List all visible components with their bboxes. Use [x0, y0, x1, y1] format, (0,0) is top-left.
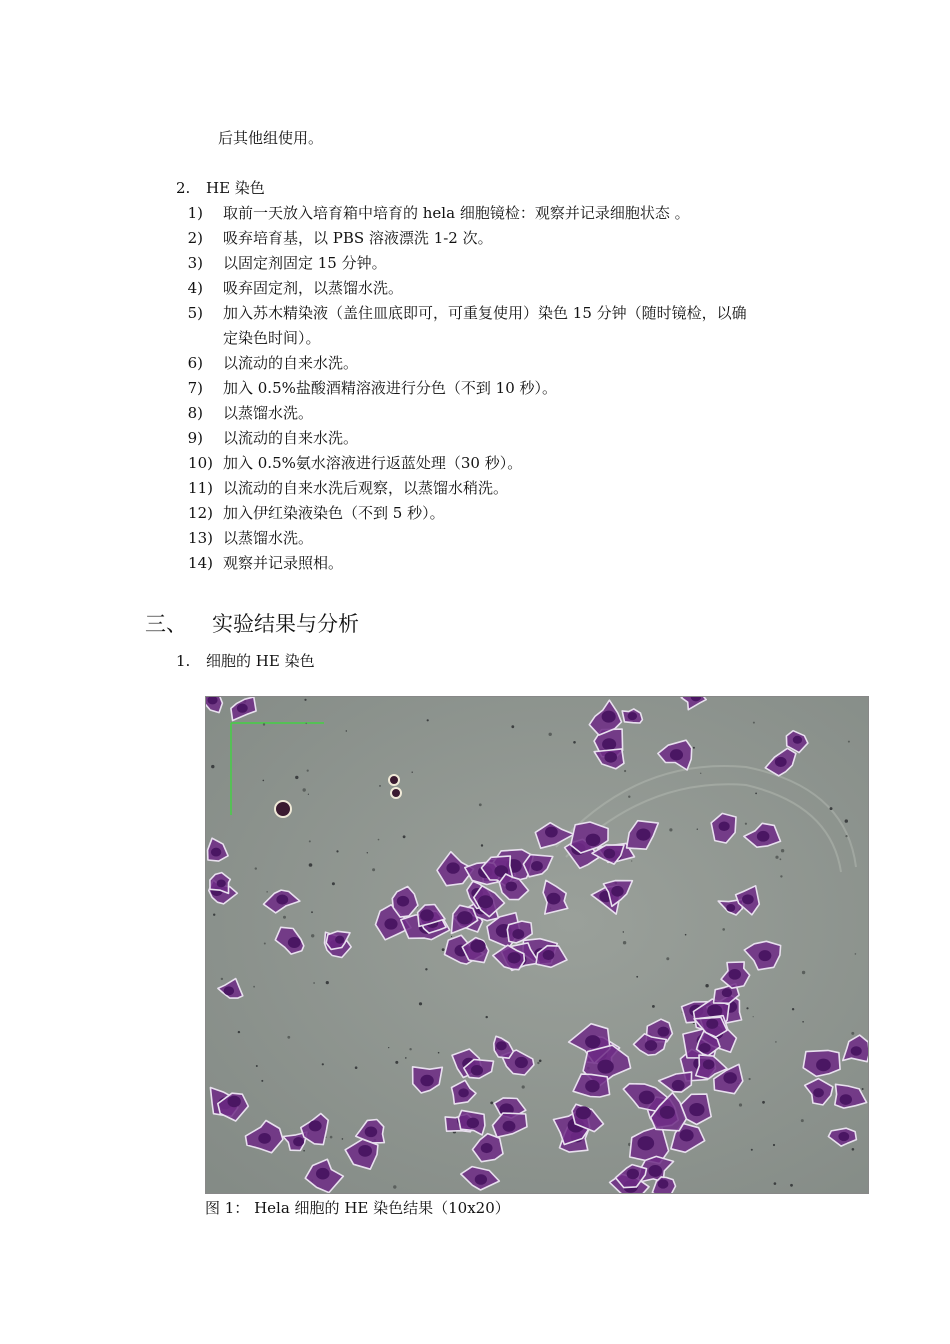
debris-dot	[697, 829, 698, 830]
cell-nucleus	[217, 880, 226, 888]
debris-dot	[773, 1144, 775, 1146]
section-3-title: 实验结果与分析	[212, 612, 359, 636]
step-text: 加入 0.5%氨水溶液进行返蓝处理（30 秒）。	[223, 454, 523, 472]
debris-dot	[211, 765, 214, 768]
cell-nucleus	[723, 1072, 737, 1084]
cell-nucleus	[478, 895, 493, 908]
debris-dot	[425, 968, 427, 970]
debris-dot	[221, 978, 223, 980]
debris-dot	[267, 891, 268, 892]
cell-nucleus	[446, 862, 459, 873]
debris-dot	[753, 1016, 754, 1017]
debris-dot	[537, 1062, 539, 1064]
cell-nucleus	[586, 834, 601, 847]
debris-dot	[403, 835, 406, 838]
step-number: 12)	[188, 504, 213, 522]
section-2-number: 2.	[176, 179, 191, 197]
cell-nucleus	[672, 1080, 685, 1091]
step-text-continuation: 定染色时间）。	[223, 329, 321, 347]
debris-dot	[309, 840, 311, 842]
debris-dot	[332, 882, 335, 885]
cell-nucleus	[470, 940, 485, 953]
step-text: 以蒸馏水洗。	[223, 404, 314, 422]
cell-nucleus	[627, 1169, 639, 1180]
step-text: 以蒸馏水洗。	[223, 529, 314, 547]
debris-dot	[755, 793, 757, 795]
debris-dot	[780, 858, 782, 860]
debris-dot	[367, 852, 368, 853]
debris-dot	[745, 823, 747, 825]
cell-nucleus	[742, 894, 754, 904]
step-text: 以流动的自来水洗后观察，以蒸馏水稍洗。	[223, 479, 509, 497]
cell-nucleus	[531, 861, 543, 871]
cell-nucleus	[224, 986, 235, 995]
step-number: 1)	[187, 204, 203, 222]
debris-dot	[255, 867, 257, 869]
cell-nucleus	[660, 1106, 675, 1119]
debris-dot	[451, 936, 452, 937]
cell-nucleus	[358, 1145, 372, 1157]
cell-nucleus	[420, 909, 434, 921]
debris-dot	[238, 1031, 240, 1033]
step-number: 9)	[187, 429, 203, 447]
step-text: 以流动的自来水洗。	[223, 429, 359, 447]
debris-dot	[753, 722, 755, 724]
cell-nucleus	[227, 1096, 240, 1107]
debris-dot	[801, 1119, 804, 1122]
cell-nucleus	[851, 1046, 862, 1055]
cell-nucleus	[288, 937, 301, 948]
cell-nucleus	[506, 881, 517, 891]
cell-nucleus	[576, 1106, 591, 1119]
cell-nucleus	[729, 969, 741, 980]
top-line: 后其他组使用。	[218, 129, 324, 147]
cell-nucleus	[722, 988, 732, 997]
step-text: 以流动的自来水洗。	[223, 354, 359, 372]
debris-dot	[522, 1085, 525, 1088]
debris-dot	[283, 916, 286, 919]
debris-dot	[264, 943, 266, 945]
debris-dot	[792, 1008, 794, 1010]
debris-dot	[263, 780, 265, 782]
debris-dot	[623, 931, 624, 932]
debris-dot	[378, 839, 380, 841]
debris-dot	[307, 770, 309, 772]
step-text: 吸弃固定剂，以蒸馏水洗。	[223, 279, 404, 297]
debris-dot	[652, 1005, 655, 1008]
cell-nucleus	[670, 749, 683, 760]
debris-dot	[780, 875, 782, 877]
step-number: 3)	[187, 254, 203, 272]
cell-nucleus	[648, 1165, 662, 1177]
cell-nucleus	[365, 1126, 378, 1137]
debris-dot	[256, 1065, 258, 1067]
cell-nucleus	[658, 1027, 670, 1037]
debris-dot	[372, 868, 375, 871]
rounded-cell	[275, 801, 291, 817]
debris-dot	[852, 1148, 855, 1151]
figure-caption: 图 1： Hela 细胞的 HE 染色结果（10x20）	[205, 1199, 510, 1217]
cell-nucleus	[838, 1132, 849, 1141]
cell-nucleus	[496, 1041, 507, 1050]
cell-nucleus	[775, 757, 787, 767]
cell-nucleus	[276, 895, 288, 905]
debris-dot	[855, 953, 857, 955]
debris-dot	[685, 934, 687, 936]
debris-dot	[486, 1016, 488, 1018]
step-number: 14)	[188, 554, 213, 572]
debris-dot	[427, 719, 429, 721]
debris-dot	[311, 911, 313, 913]
debris-dot	[739, 1103, 742, 1106]
step-text: 取前一天放入培育箱中培育的 hela 细胞镜检：观察并记录细胞状态 。	[223, 204, 690, 222]
debris-dot	[322, 1063, 324, 1065]
debris-dot	[722, 928, 725, 931]
step-number: 13)	[188, 529, 213, 547]
cell-nucleus	[309, 1120, 322, 1131]
step-text: 加入伊红染液染色（不到 5 秒）。	[223, 504, 445, 522]
cell-nucleus	[211, 848, 221, 857]
debris-dot	[751, 1149, 753, 1151]
cell-nucleus	[481, 1143, 493, 1153]
debris-dot	[438, 1052, 440, 1054]
step-number: 2)	[187, 229, 203, 247]
cell-nucleus	[512, 929, 524, 939]
debris-dot	[749, 1078, 751, 1080]
debris-dot	[802, 971, 805, 974]
debris-dot	[303, 1150, 305, 1152]
step-number: 8)	[187, 404, 203, 422]
debris-dot	[287, 1036, 290, 1039]
debris-dot	[851, 1032, 854, 1035]
debris-dot	[303, 788, 306, 791]
debris-dot	[395, 1061, 398, 1064]
debris-dot	[628, 796, 630, 798]
debris-dot	[388, 1047, 389, 1048]
debris-dot	[573, 741, 576, 744]
debris-dot	[774, 1182, 777, 1185]
hela-cell-micrograph	[206, 697, 869, 1194]
cell-nucleus	[602, 738, 616, 750]
debris-dot	[631, 860, 632, 861]
cell-nucleus	[628, 712, 637, 720]
debris-dot	[781, 849, 784, 852]
cell-nucleus	[335, 936, 344, 944]
debris-dot	[326, 981, 329, 984]
cell-nucleus	[706, 1019, 718, 1029]
debris-dot	[306, 723, 307, 724]
cell-nucleus	[679, 1129, 693, 1141]
debris-dot	[705, 984, 708, 987]
rounded-cell	[389, 775, 399, 785]
debris-dot	[346, 730, 347, 731]
cell-nucleus	[258, 1133, 271, 1144]
cell-nucleus	[604, 752, 617, 763]
cell-nucleus	[384, 918, 397, 929]
debris-dot	[669, 828, 672, 831]
cell-nucleus	[467, 1118, 479, 1129]
cell-nucleus	[689, 1103, 704, 1116]
cell-nucleus	[719, 822, 730, 831]
step-number: 4)	[187, 279, 203, 297]
cell-nucleus	[840, 1094, 852, 1105]
debris-dot	[419, 1002, 422, 1005]
cell-nucleus	[547, 893, 561, 905]
debris-dot	[693, 747, 695, 749]
debris-dot	[802, 1021, 804, 1023]
debris-dot	[623, 941, 626, 944]
cell-nucleus	[658, 1179, 669, 1188]
subsection-title: 细胞的 HE 染色	[206, 652, 315, 670]
step-number: 11)	[188, 479, 213, 497]
rounded-cell	[391, 788, 401, 798]
debris-dot	[409, 1048, 411, 1050]
debris-dot	[311, 934, 314, 937]
debris-dot	[379, 785, 381, 787]
debris-dot	[213, 914, 215, 916]
cell-nucleus	[757, 831, 770, 842]
debris-dot	[775, 1041, 777, 1043]
cell-nucleus	[585, 1080, 599, 1092]
cell-nucleus	[237, 704, 248, 713]
cell-nucleus	[293, 1137, 304, 1146]
debris-dot	[746, 1007, 748, 1009]
debris-dot	[775, 856, 778, 859]
section-2-title: HE 染色	[206, 179, 265, 197]
cell-nucleus	[637, 1136, 654, 1150]
step-text: 加入 0.5%盐酸酒精溶液进行分色（不到 10 秒）。	[223, 379, 558, 397]
debris-dot	[762, 1101, 765, 1104]
cell-nucleus	[316, 1168, 330, 1180]
cell-nucleus	[813, 1088, 824, 1097]
debris-dot	[790, 1184, 793, 1187]
debris-dot	[666, 957, 669, 960]
cell-nucleus	[703, 1060, 715, 1070]
debris-dot	[830, 807, 833, 810]
step-number: 7)	[187, 379, 203, 397]
debris-dot	[393, 1185, 396, 1188]
cell-nucleus	[420, 1075, 433, 1087]
debris-dot	[862, 1088, 864, 1090]
debris-dot	[342, 1138, 344, 1140]
debris-dot	[308, 794, 309, 795]
debris-dot	[405, 1057, 407, 1059]
debris-dot	[479, 803, 482, 806]
cell-nucleus	[457, 911, 473, 924]
cell-nucleus	[699, 1043, 711, 1053]
step-text: 观察并记录照相。	[223, 554, 344, 572]
step-text: 吸弃培育基，以 PBS 溶液漂洗 1-2 次。	[223, 229, 493, 247]
cell-nucleus	[503, 1121, 516, 1132]
cell-nucleus	[793, 736, 802, 744]
cell-nucleus	[543, 950, 555, 960]
cell-nucleus	[636, 829, 650, 841]
step-text: 加入苏木精染液（盖住皿底即可，可重复使用）染色 15 分钟（随时镜检，以确	[223, 304, 747, 322]
debris-dot	[845, 819, 848, 822]
debris-dot	[355, 1066, 358, 1069]
debris-dot	[261, 1080, 263, 1082]
cell-nucleus	[639, 1091, 655, 1105]
debris-dot	[330, 1136, 333, 1139]
cell-nucleus	[585, 1035, 600, 1048]
debris-dot	[295, 776, 298, 779]
cell-nucleus	[816, 1059, 831, 1072]
debris-dot	[511, 725, 514, 728]
debris-dot	[309, 863, 313, 867]
cell-nucleus	[545, 827, 558, 838]
debris-dot	[481, 844, 483, 846]
debris-dot	[336, 850, 338, 852]
debris-dot	[636, 976, 638, 978]
cell-nucleus	[507, 952, 520, 963]
step-number: 6)	[187, 354, 203, 372]
cell-nucleus	[471, 1065, 483, 1075]
debris-dot	[253, 986, 255, 988]
cell-nucleus	[645, 1040, 657, 1051]
section-3-number: 三、	[145, 612, 187, 636]
subsection-number: 1.	[176, 652, 191, 670]
debris-dot	[845, 835, 847, 837]
cell-nucleus	[604, 849, 616, 859]
cell-nucleus	[597, 1060, 613, 1074]
cell-nucleus	[602, 711, 616, 723]
cell-nucleus	[458, 1088, 469, 1097]
debris-dot	[412, 772, 413, 773]
debris-dot	[263, 723, 265, 725]
debris-dot	[700, 773, 701, 774]
cell-nucleus	[726, 904, 735, 912]
step-text: 以固定剂固定 15 分钟。	[223, 254, 387, 272]
step-number: 10)	[188, 454, 213, 472]
debris-dot	[442, 948, 445, 951]
cell-nucleus	[475, 1174, 487, 1185]
cell-nucleus	[759, 950, 772, 961]
cell-nucleus	[397, 896, 409, 907]
micrograph-figure	[205, 696, 869, 1194]
cell-nucleus	[611, 886, 623, 897]
debris-dot	[490, 1102, 493, 1105]
debris-dot	[549, 733, 552, 736]
debris-dot	[539, 1060, 542, 1063]
debris-dot	[848, 741, 850, 743]
step-number: 5)	[187, 304, 203, 322]
debris-dot	[624, 770, 626, 772]
debris-dot	[313, 982, 315, 984]
cell-nucleus	[515, 1057, 528, 1068]
debris-dot	[304, 699, 306, 701]
